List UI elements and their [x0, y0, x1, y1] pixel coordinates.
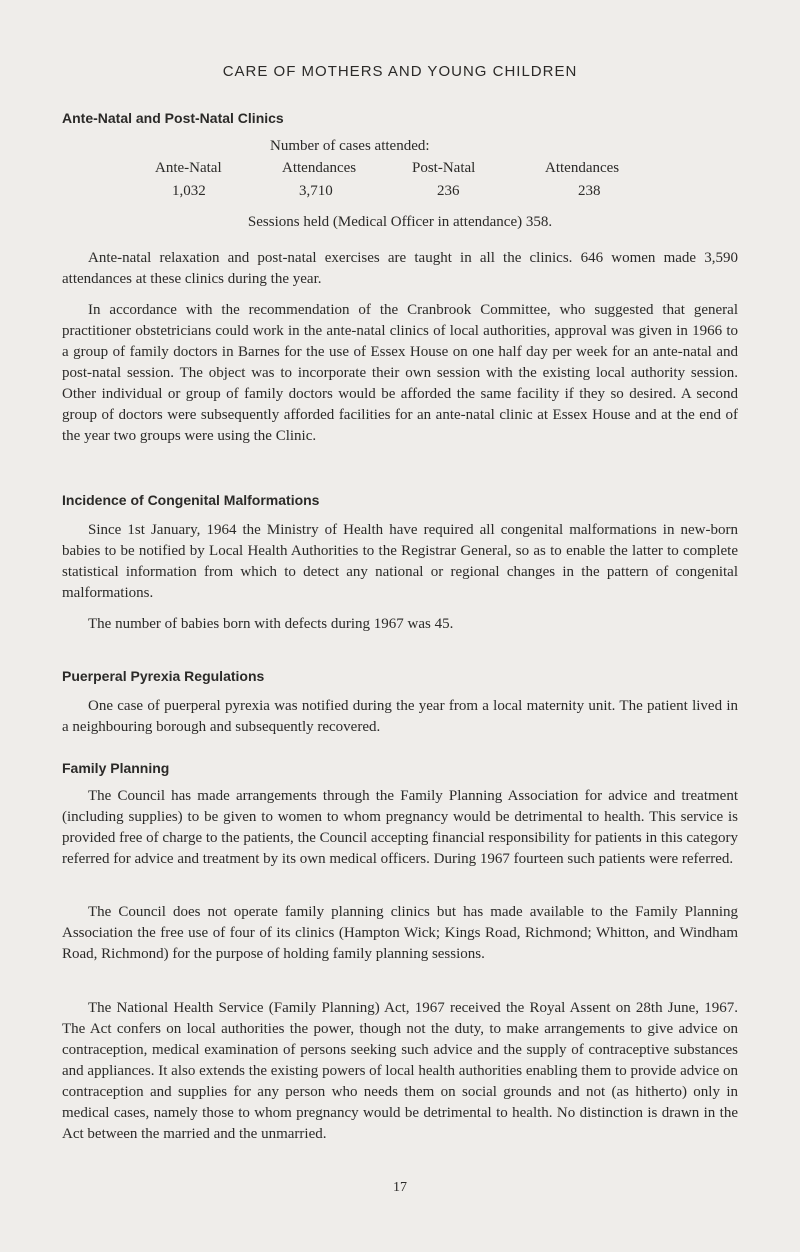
section-heading-clinics: Ante-Natal and Post-Natal Clinics	[62, 110, 284, 126]
table-header: Post-Natal	[412, 160, 476, 176]
table-cell: 238	[578, 183, 601, 199]
table-header: Attendances	[545, 160, 620, 176]
paragraph: The National Health Service (Family Planning) Act, 1967 received the Royal Assent on 28th June, 1967. The Act confers on local authorities the power, though not the duty, to make arrangements to give advice on contraception, medical examination of persons seeking such advice and the supply of contraceptive substances and appliances. It also extends the existing powers of local health authorities enabling them to provide advice on contraception and supplies for any person who needs them on social grounds and not (as hitherto) only in medical cases, namely those to whom pregnancy would be detrimental to health. No distinction is drawn in the Act between the married and the unmarried.	[62, 1000, 738, 1142]
table-header: Attendances	[282, 160, 357, 176]
page-title: CARE OF MOTHERS AND YOUNG CHILDREN	[222, 63, 578, 80]
table-caption: Number of cases attended:	[270, 138, 430, 154]
paragraph: One case of puerperal pyrexia was notified during the year from a local maternity unit. The patient lived in a neighbouring borough and subsequently recovered.	[62, 698, 738, 735]
section-heading-pyrexia: Puerperal Pyrexia Regulations	[62, 668, 265, 684]
page-number: 17	[393, 1180, 407, 1195]
paragraph: Since 1st January, 1964 the Ministry of Health have required all congenital malformations in new-born babies to be notified by Local Health Authorities to the Registrar General, so as to enable the latter to complete statistical information from which to detect any national or regional changes in the pattern of congenital malformations.	[62, 522, 738, 601]
paragraph: Ante-natal relaxation and post-natal exercises are taught in all the clinics. 646 women made 3,590 attendances at these clinics during the year.	[62, 250, 738, 287]
paragraph: The Council does not operate family planning clinics but has made available to the Family Planning Association the free use of four of its clinics (Hampton Wick; Kings Road, Richmond; Whitton, and Windham Road, Richmond) for the purpose of holding family planning sessions.	[62, 904, 738, 962]
paragraph: The Council has made arrangements through the Family Planning Association for advice and treatment (including supplies) to be given to women to whom pregnancy would be detrimental to health. This service is provided free of charge to the patients, the Council accepting financial responsibility for patients in this category referred for advice and treatment by its own medical officers. During 1967 fourteen such patients were referred.	[62, 788, 738, 867]
paragraph: In accordance with the recommendation of the Cranbrook Committee, who suggested that general practitioner obstetricians could work in the ante-natal clinics of local authorities, approval was given in 1966 to a group of family doctors in Barnes for the use of Essex House on one half day per week for an ante-natal and post-natal session. The object was to incorporate their own session with the existing local authority session. Other individual or group of family doctors would be afforded the same facility if they so desired. A second group of doctors were subsequently afforded facilities for an ante-natal clinic at Essex House and at the end of the year two groups were using the Clinic.	[62, 302, 738, 444]
table-cell: 3,710	[299, 183, 333, 199]
table-header: Ante-Natal	[155, 160, 222, 176]
table-cell: 236	[437, 183, 460, 199]
paragraph: The number of babies born with defects during 1967 was 45.	[88, 616, 454, 632]
section-heading-family-planning: Family Planning	[62, 760, 170, 776]
table-cell: 1,032	[172, 183, 206, 199]
sessions-line: Sessions held (Medical Officer in attendance) 358.	[247, 214, 553, 230]
section-heading-malformations: Incidence of Congenital Malformations	[62, 492, 320, 508]
